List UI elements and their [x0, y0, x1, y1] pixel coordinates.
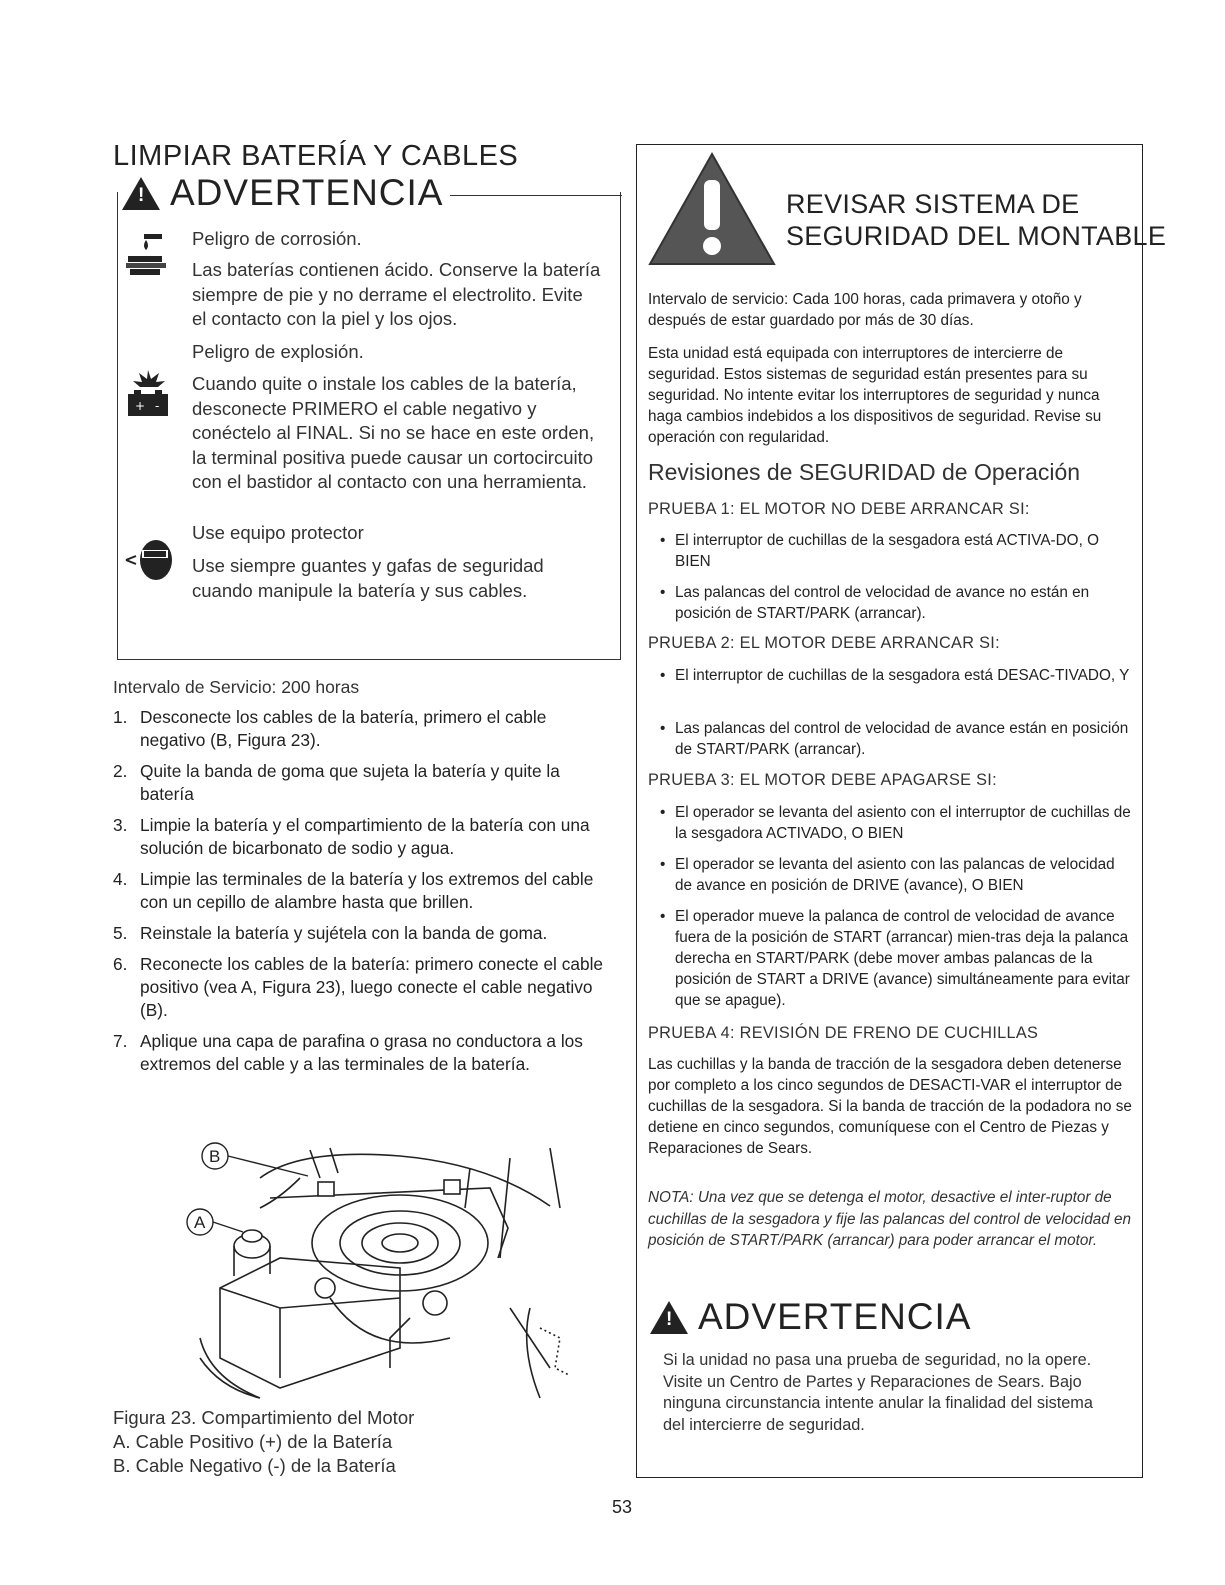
figure-caption-title: Figura 23. Compartimiento del Motor — [113, 1407, 415, 1428]
intro-paragraph: Esta unidad está equipada con interruptores de intercierre de seguridad. Estos sistemas de seguridad están presentes para su seguridad. No intente evitar los interruptores de seguridad y nunca haga cambios indebidos a los dispositivos de seguridad. Revise su operación con regularidad. — [648, 345, 1102, 446]
list-item: • El operador se levanta del asiento con las palancas de velocidad de avance en posición de DRIVE (avance), O BIEN — [660, 856, 1115, 894]
list-item: 7. Aplique una capa de parafina o grasa no conductora a los extremos del cable y a las terminales de la batería. — [113, 1031, 583, 1074]
hazard-corrosion-text: Las baterías contienen ácido. Conserve la batería siempre de pie y no derrame el electrolito. Evite el contacto con la piel y los ojos. — [192, 259, 601, 329]
service-interval: Intervalo de Servicio: 200 horas — [113, 677, 360, 697]
warning-header — [122, 172, 450, 214]
subsection-title: Revisiones de SEGURIDAD de Operación — [648, 459, 1081, 485]
figure-caption-b: B. Cable Negativo (-) de la Batería — [113, 1455, 396, 1476]
corrosion-icon — [122, 230, 174, 282]
test-2-heading: PRUEBA 2: EL MOTOR DEBE ARRANCAR SI: — [648, 634, 1000, 652]
test-1-heading: PRUEBA 1: EL MOTOR NO DEBE ARRANCAR SI: — [648, 500, 1030, 518]
warning-triangle-icon: ! — [122, 177, 160, 210]
hazard-explosion-title: Peligro de explosión. — [192, 341, 364, 362]
warning-header — [650, 1296, 972, 1338]
cleaning-steps — [113, 706, 613, 1084]
list-item: 6. Reconecte los cables de la batería: primero conecte el cable positivo (vea A, Figura 23), luego conecte el cable negativo (B). — [113, 954, 604, 1020]
page-number: 53 — [612, 1497, 633, 1517]
warning-triangle-icon: ! — [650, 1301, 688, 1334]
svg-text:-: - — [155, 399, 160, 413]
list-item: • Las palancas del control de velocidad de avance no están en posición de START/PARK (arrancar). — [660, 584, 1090, 622]
callout-b-label: B — [209, 1147, 221, 1166]
svg-text:+: + — [135, 399, 146, 413]
hazard-protective-title: Use equipo protector — [192, 522, 364, 543]
warning-triangle-icon — [646, 150, 778, 268]
warning-text: Si la unidad no pasa una prueba de seguridad, no la opere. Visite un Centro de Partes y Reparaciones de Sears. Bajo ninguna circunstancia intente anular la finalidad del sistema del intercierre de seguridad. — [663, 1351, 1093, 1434]
hazard-explosion-text: Cuando quite o instale los cables de la batería, desconecte PRIMERO el cable negativo y conéctelo al FINAL. Si no se hace en este orden, la terminal positiva puede causar un cortocircuito con el bastidor al contacto con una herramienta. — [192, 373, 595, 492]
figure-caption — [113, 1406, 414, 1478]
warning-label: ADVERTENCIA — [170, 172, 444, 213]
callout-a-label: A — [194, 1213, 206, 1232]
test-4-text: Las cuchillas y la banda de tracción de la sesgadora deben detenerse por completo a los cinco segundos de DESACTI-VAR el interruptor de cuchillas de la sesgadora. Si la banda de tracción de la podadora no se detiene en cinco segundos, comuníquese con el Centro de Piezas y Reparaciones de Sears. — [648, 1056, 1132, 1157]
protective-gear-icon — [122, 530, 174, 582]
list-item: • El interruptor de cuchillas de la sesgadora está ACTIVA-DO, O BIEN — [660, 532, 1099, 570]
hazard-protective-text: Use siempre guantes y gafas de seguridad cuando manipule la batería y sus cables. — [192, 555, 544, 601]
list-item: 4. Limpie las terminales de la batería y los extremos del cable con un cepillo de alambre hasta que brillen. — [113, 869, 594, 912]
explosion-icon — [122, 368, 174, 420]
service-interval: Intervalo de servicio: Cada 100 horas, cada primavera y otoño y después de estar guardado por más de 30 días. — [648, 291, 1082, 329]
list-item: • El interruptor de cuchillas de la sesgadora está DESAC-TIVADO, Y — [660, 667, 1130, 684]
list-item: 5. Reinstale la batería y sujétela con la banda de goma. — [113, 923, 548, 943]
list-item: • El operador mueve la palanca de control de velocidad de avance fuera de la posición de START (arrancar) mien-tras deja la palanca derecha en START/PARK (debe mover ambas palancas de la posición de START a DRIVE (avance) simultáneamente para evitar que se apague). — [660, 908, 1130, 1009]
list-item: 2. Quite la banda de goma que sujeta la batería y quite la batería — [113, 761, 560, 804]
section-title: LIMPIAR BATERÍA Y CABLES — [113, 140, 519, 172]
hazard-corrosion-title: Peligro de corrosión. — [192, 228, 362, 249]
warning-label: ADVERTENCIA — [698, 1296, 972, 1337]
list-item: 1. Desconecte los cables de la batería, primero el cable negativo (B, Figura 23). — [113, 707, 547, 750]
test-3-heading: PRUEBA 3: EL MOTOR DEBE APAGARSE SI: — [648, 771, 997, 789]
engine-compartment-figure — [180, 1138, 570, 1400]
test-4-heading: PRUEBA 4: REVISIÓN DE FRENO DE CUCHILLAS — [648, 1024, 1039, 1042]
list-item: • El operador se levanta del asiento con el interruptor de cuchillas de la sesgadora ACTIVADO, O BIEN — [660, 804, 1131, 842]
figure-caption-a: A. Cable Positivo (+) de la Batería — [113, 1431, 393, 1452]
section-title: REVISAR SISTEMA DE SEGURIDAD DEL MONTABLE — [786, 189, 1167, 251]
list-item: 3. Limpie la batería y el compartimiento de la batería con una solución de bicarbonato de sodio y agua. — [113, 815, 590, 858]
note-paragraph: NOTA: Una vez que se detenga el motor, desactive el inter-ruptor de cuchillas de la sesgadora y fije las palancas del control de velocidad en posición de START/PARK (arrancar) para poder arrancar el motor. — [648, 1189, 1131, 1249]
list-item: • Las palancas del control de velocidad de avance están en posición de START/PARK (arrancar). — [660, 720, 1129, 758]
